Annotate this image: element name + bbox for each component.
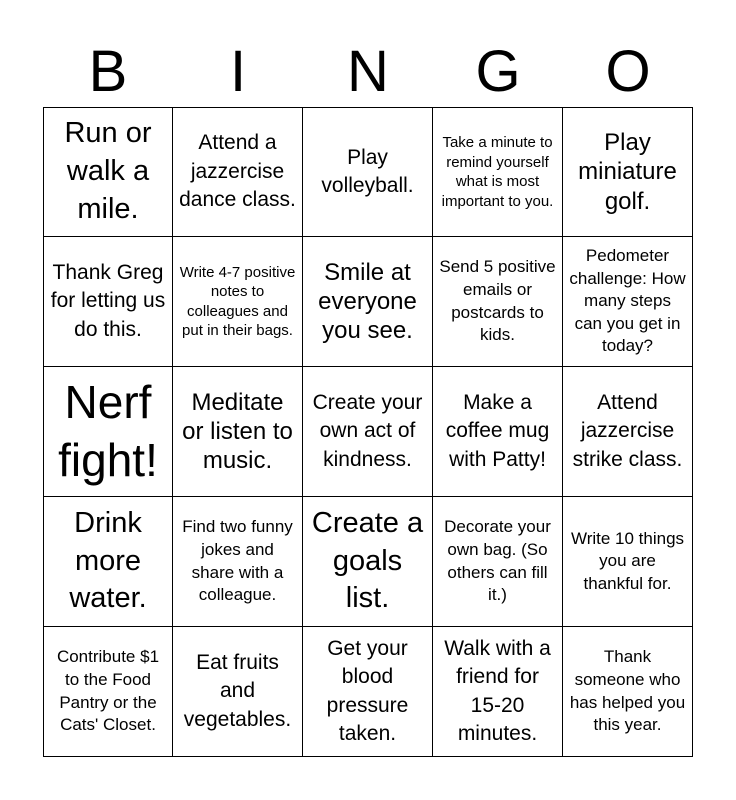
bingo-cell[interactable]: Play volleyball. <box>303 107 433 237</box>
bingo-cell[interactable]: Create a goals list. <box>303 497 433 627</box>
header-letter-b: B <box>88 39 128 104</box>
bingo-cell[interactable]: Attend a jazzercise dance class. <box>173 107 303 237</box>
bingo-cell[interactable]: Take a minute to remind yourself what is most important to you. <box>433 107 563 237</box>
bingo-cell[interactable]: Get your blood pressure taken. <box>303 627 433 757</box>
bingo-cell[interactable]: Walk with a friend for 15-20 minutes. <box>433 627 563 757</box>
bingo-cell[interactable]: Nerf fight! <box>43 367 173 497</box>
bingo-header <box>43 38 693 106</box>
header-letter-g: G <box>475 39 521 104</box>
bingo-cell[interactable]: Decorate your own bag. (So others can fill it.) <box>433 497 563 627</box>
bingo-cell[interactable]: Send 5 positive emails or postcards to kids. <box>433 237 563 367</box>
bingo-cell[interactable]: Run or walk a mile. <box>43 107 173 237</box>
bingo-cell[interactable]: Make a coffee mug with Patty! <box>433 367 563 497</box>
bingo-cell[interactable]: Pedometer challenge: How many steps can you get in today? <box>563 237 693 367</box>
bingo-cell[interactable]: Attend jazzercise strike class. <box>563 367 693 497</box>
bingo-cell[interactable]: Find two funny jokes and share with a colleague. <box>173 497 303 627</box>
bingo-cell[interactable]: Create your own act of kindness. <box>303 367 433 497</box>
header-letter-o: O <box>605 39 651 104</box>
bingo-cell[interactable]: Meditate or listen to music. <box>173 367 303 497</box>
bingo-cell[interactable]: Play miniature golf. <box>563 107 693 237</box>
header-letter-i: I <box>229 39 247 104</box>
header-letter-n: N <box>347 39 389 104</box>
bingo-cell[interactable]: Contribute $1 to the Food Pantry or the Cats' Closet. <box>43 627 173 757</box>
bingo-cell[interactable]: Thank Greg for letting us do this. <box>43 237 173 367</box>
bingo-cell[interactable]: Eat fruits and vegetables. <box>173 627 303 757</box>
bingo-cell[interactable]: Smile at everyone you see. <box>303 237 433 367</box>
bingo-cell[interactable]: Write 4-7 positive notes to colleagues and put in their bags. <box>173 237 303 367</box>
bingo-cell[interactable]: Thank someone who has helped you this year. <box>563 627 693 757</box>
bingo-card <box>43 107 693 757</box>
bingo-cell[interactable]: Write 10 things you are thankful for. <box>563 497 693 627</box>
bingo-cell[interactable]: Drink more water. <box>43 497 173 627</box>
